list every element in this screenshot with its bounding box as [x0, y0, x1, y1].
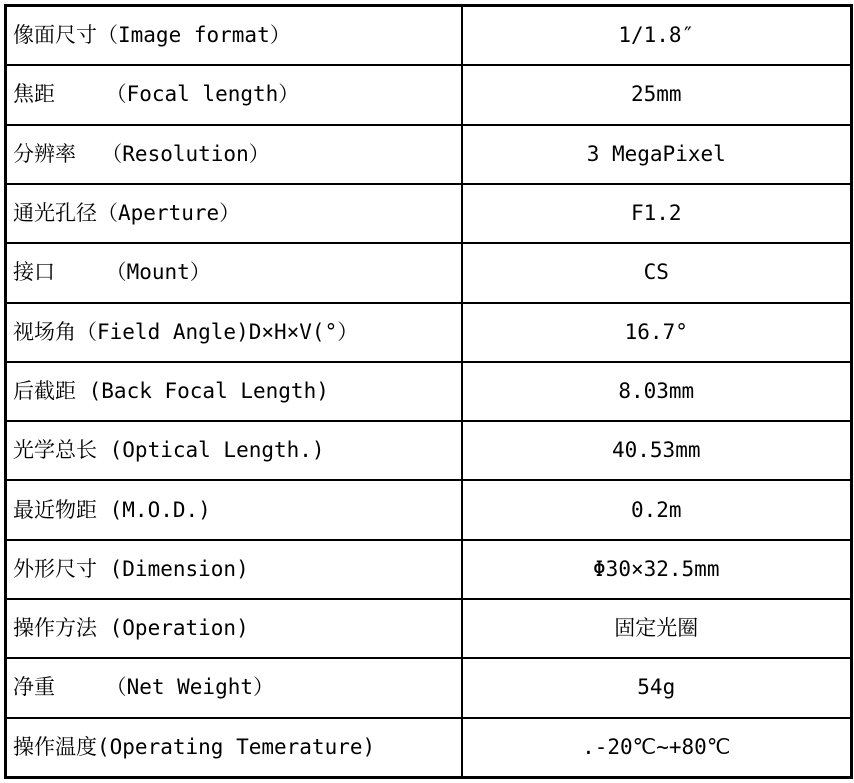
- table-row: [6, 362, 852, 421]
- spec-value-operating-temperature: .-20℃~+80℃: [462, 718, 852, 778]
- spec-value-optical-length: 40.53mm: [462, 421, 852, 480]
- spec-value-aperture: F1.2: [462, 184, 852, 243]
- spec-value-mod: 0.2m: [462, 480, 852, 539]
- spec-label-operating-temperature: 操作温度(Operating Temerature): [6, 718, 462, 778]
- table-row: [6, 125, 852, 184]
- table-row: [6, 243, 852, 302]
- spec-label-focal-length: 焦距 （Focal length）: [6, 65, 462, 124]
- table-row: [6, 718, 852, 778]
- table-row: [6, 480, 852, 539]
- spec-label-image-format: 像面尺寸（Image format）: [6, 6, 462, 66]
- spec-label-field-angle: 视场角（Field Angle)D×H×V(°）: [6, 303, 462, 362]
- lens-spec-table: [4, 4, 853, 779]
- spec-label-back-focal-length: 后截距 (Back Focal Length): [6, 362, 462, 421]
- spec-label-net-weight: 净重 （Net Weight）: [6, 658, 462, 717]
- table-row: [6, 184, 852, 243]
- spec-label-mount: 接口 （Mount）: [6, 243, 462, 302]
- spec-value-mount: CS: [462, 243, 852, 302]
- spec-value-resolution: 3 MegaPixel: [462, 125, 852, 184]
- spec-label-aperture: 通光孔径（Aperture）: [6, 184, 462, 243]
- table-row: [6, 65, 852, 124]
- spec-label-operation: 操作方法 (Operation): [6, 599, 462, 658]
- spec-value-image-format: 1/1.8″: [462, 6, 852, 66]
- table-row: [6, 303, 852, 362]
- table-row: [6, 658, 852, 717]
- spec-label-dimension: 外形尺寸 (Dimension): [6, 540, 462, 599]
- spec-label-resolution: 分辨率 （Resolution）: [6, 125, 462, 184]
- spec-label-mod: 最近物距 (M.O.D.): [6, 480, 462, 539]
- table-row: [6, 421, 852, 480]
- spec-value-operation: 固定光圈: [462, 599, 852, 658]
- spec-value-net-weight: 54g: [462, 658, 852, 717]
- table-row: [6, 6, 852, 66]
- spec-value-field-angle: 16.7°: [462, 303, 852, 362]
- spec-label-optical-length: 光学总长 (Optical Length.): [6, 421, 462, 480]
- spec-value-dimension: Φ30×32.5mm: [462, 540, 852, 599]
- spec-value-back-focal-length: 8.03mm: [462, 362, 852, 421]
- spec-value-focal-length: 25mm: [462, 65, 852, 124]
- table-row: [6, 540, 852, 599]
- table-row: [6, 599, 852, 658]
